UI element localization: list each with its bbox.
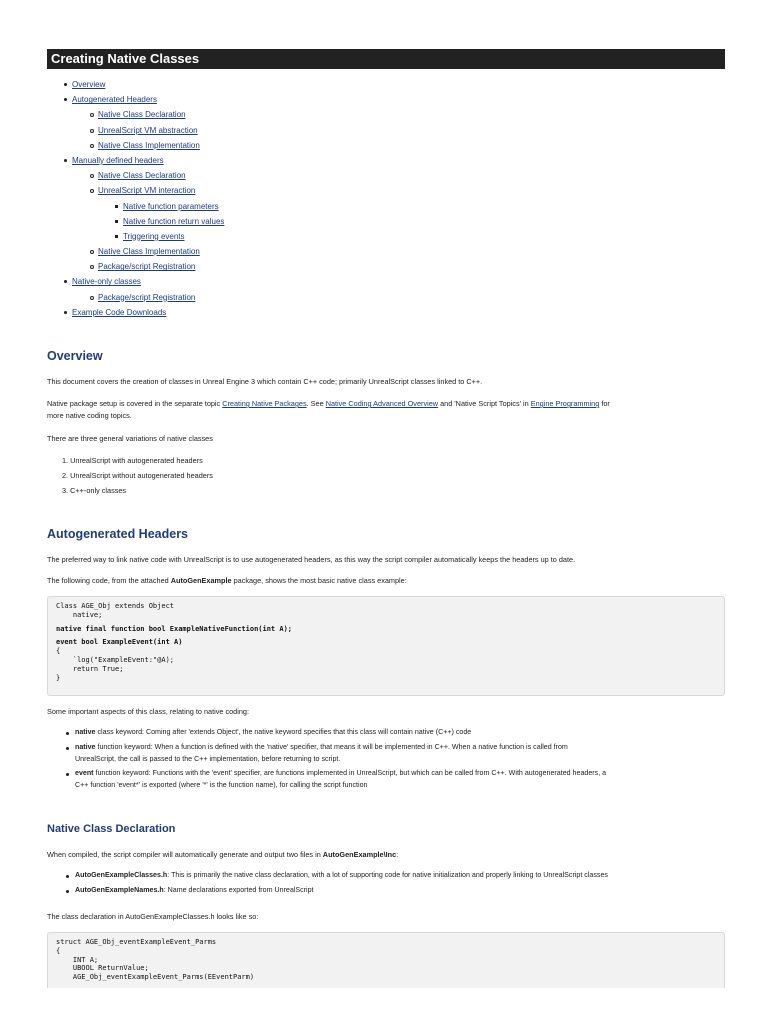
toc-link[interactable]: UnrealScript VM abstraction [98, 125, 198, 135]
link-native-coding-advanced-overview[interactable]: Native Coding Advanced Overview [325, 399, 439, 408]
toc-link[interactable]: Package/script Registration [98, 292, 196, 302]
toc-link[interactable]: Native-only classes [72, 277, 141, 287]
toc-item [47, 168, 725, 183]
autogen-bullet-list [47, 727, 725, 795]
bullet-text: C++ function 'event*' is exported (where '*' is the function name), for calling the script function [75, 781, 368, 790]
toc-link[interactable]: Native Class Declaration [98, 110, 186, 120]
toc-item [47, 92, 725, 107]
code-line: Class AGE_Obj extends Object [56, 602, 175, 610]
autogen-paragraph-2 [47, 575, 725, 587]
code-line: native final function bool ExampleNativeFunction(int A); [56, 624, 293, 633]
toc-link[interactable]: Overview [72, 80, 106, 89]
bullet-icon [90, 144, 94, 148]
bullet-text: function keyword: Functions with the 'event' specifier, are functions implemented in UnrealScript, but which can be called from C++. With autogenerated headers, a [93, 769, 607, 778]
ncd-paragraph-1 [47, 849, 725, 861]
bullet-icon [64, 83, 67, 86]
code-line: native; [56, 610, 103, 619]
list-item: 1. UnrealScript with autogenerated headers [62, 456, 203, 465]
overview-p2-text: more native coding topics. [47, 411, 132, 420]
code-line: INT A; [56, 955, 99, 964]
autogen-paragraph-1: The preferred way to link native code with UnrealScript is to use autogenerated headers, as this way the script compiler automatically keeps the headers up to date. [47, 555, 576, 564]
toc-item [47, 199, 725, 214]
autogen-p2-text: package, shows the most basic native class example: [231, 576, 407, 585]
code-line: struct AGE_Obj_eventExampleEvent_Parms [56, 938, 217, 946]
keyword: native [75, 742, 96, 751]
keyword: event [75, 769, 94, 778]
toc-link[interactable]: Native function return values [123, 216, 225, 226]
autogen-heading: Autogenerated Headers [47, 527, 189, 541]
code-line: UBOOL ReturnValue; [56, 964, 149, 973]
toc-link[interactable]: Native function parameters [123, 201, 219, 211]
keyword: AutoGenExampleNames.h [75, 885, 164, 894]
toc-item [47, 274, 725, 289]
toc-item [47, 259, 725, 274]
list-item: 2. UnrealScript without autogenerated headers [62, 471, 213, 480]
list-item [47, 727, 725, 739]
bullet-icon [115, 235, 118, 238]
list-item [47, 885, 725, 897]
bullet-icon [90, 250, 94, 254]
toc-item [47, 138, 725, 153]
code-block-parms-struct [47, 932, 725, 988]
bullet-text: class keyword: Coming after 'extends Object', the native keyword specifies that this class will contain native (C++) code [95, 728, 472, 736]
overview-paragraph-3: There are three general variations of native classes [47, 434, 213, 443]
code-line: `log("ExampleEvent:"@A); [56, 655, 175, 664]
bullet-icon [66, 732, 69, 735]
ncd-folder-name: AutoGenExample\Inc [322, 850, 397, 859]
list-item [47, 870, 725, 882]
toc-item [47, 123, 725, 138]
overview-paragraph-1: This document covers the creation of classes in Unreal Engine 3 which contain C++ code; primarily UnrealScript classes linked to C++. [47, 377, 483, 386]
bullet-icon [90, 113, 94, 117]
list-item [47, 742, 725, 766]
bullet-text: : Name declarations exported from UnrealScript [163, 885, 314, 894]
page-title: Creating Native Classes [47, 49, 725, 69]
code-line: { [56, 946, 61, 955]
autogen-p2-text: The following code, from the attached [47, 576, 171, 585]
bullet-icon [115, 205, 118, 208]
toc-item [47, 305, 725, 320]
bullet-icon [66, 747, 69, 750]
toc-item [47, 77, 725, 92]
code-line: AGE_Obj_eventExampleEvent_Parms(EEventParm) [56, 973, 255, 982]
bullet-icon [90, 265, 94, 269]
toc-link[interactable]: Triggering events [123, 231, 185, 241]
code-line: event bool ExampleEvent(int A) [56, 638, 183, 647]
ncd-bullet-list [47, 870, 725, 900]
bullet-icon [66, 773, 69, 776]
code-line: return True; [56, 664, 124, 673]
ncd-p1-text: : [396, 850, 399, 859]
keyword: native [75, 728, 96, 736]
ncd-paragraph-2: The class declaration in AutoGenExampleClasses.h looks like so: [47, 912, 259, 921]
bullet-icon [90, 189, 94, 193]
list-item: 3. C++-only classes [62, 486, 127, 495]
toc-link[interactable]: Native Class Declaration [98, 171, 186, 181]
toc-item [47, 183, 725, 198]
bullet-icon [64, 280, 67, 283]
bullet-text: UnrealScript, the call is passed to the C++ implementation, before returning to script. [75, 754, 341, 763]
autogen-paragraph-3: Some important aspects of this class, relating to native coding: [47, 707, 249, 716]
autogen-package-name: AutoGenExample [170, 576, 232, 585]
bullet-icon [64, 311, 67, 314]
toc-item [47, 229, 725, 244]
toc-link[interactable]: UnrealScript VM interaction [98, 186, 196, 196]
bullet-icon [64, 159, 67, 162]
toc-item [47, 214, 725, 229]
toc-item [47, 290, 725, 305]
ncd-heading: Native Class Declaration [47, 823, 176, 835]
bullet-icon [115, 220, 118, 223]
bullet-icon [90, 129, 94, 133]
link-creating-native-packages[interactable]: Creating Native Packages [222, 399, 307, 408]
toc-link[interactable]: Autogenerated Headers [72, 95, 157, 105]
bullet-icon [66, 890, 69, 893]
toc-link[interactable]: Native Class Implementation [98, 247, 200, 257]
table-of-contents [47, 77, 725, 320]
overview-p2-text: and 'Native Script Topics' in [438, 399, 531, 408]
code-line: } [56, 673, 61, 682]
toc-link[interactable]: Example Code Downloads [72, 307, 167, 317]
overview-p2-text: . See [306, 399, 326, 408]
toc-link[interactable]: Package/script Registration [98, 262, 196, 272]
toc-item [47, 107, 725, 122]
toc-link[interactable]: Manually defined headers [72, 155, 164, 165]
overview-p2-text: Native package setup is covered in the separate topic [47, 399, 223, 408]
toc-link[interactable]: Native Class Implementation [98, 140, 200, 150]
keyword: AutoGenExampleClasses.h [75, 871, 168, 879]
overview-heading: Overview [47, 349, 103, 363]
code-line: { [56, 647, 61, 656]
link-engine-programming[interactable]: Engine Programming [530, 399, 600, 408]
bullet-icon [66, 875, 69, 878]
toc-item [47, 244, 725, 259]
ncd-p1-text: When compiled, the script compiler will automatically generate and output two files in [47, 850, 323, 859]
bullet-text: : This is primarily the native class declaration, with a lot of supporting code for native initialization and properly linking to UnrealScript classes [167, 871, 608, 879]
bullet-text: function keyword: When a function is defined with the 'native' specifier, that means it will be implemented in C++. When a native function is called from [95, 742, 568, 751]
overview-p2-text: for [599, 399, 610, 408]
list-item [47, 768, 725, 792]
bullet-icon [90, 296, 94, 300]
bullet-icon [64, 98, 67, 101]
code-block-age-obj [47, 596, 725, 696]
bullet-icon [90, 174, 94, 178]
toc-item [47, 153, 725, 168]
toc-list [47, 77, 725, 320]
overview-paragraph-2 [47, 398, 725, 422]
variations-list [62, 453, 213, 498]
